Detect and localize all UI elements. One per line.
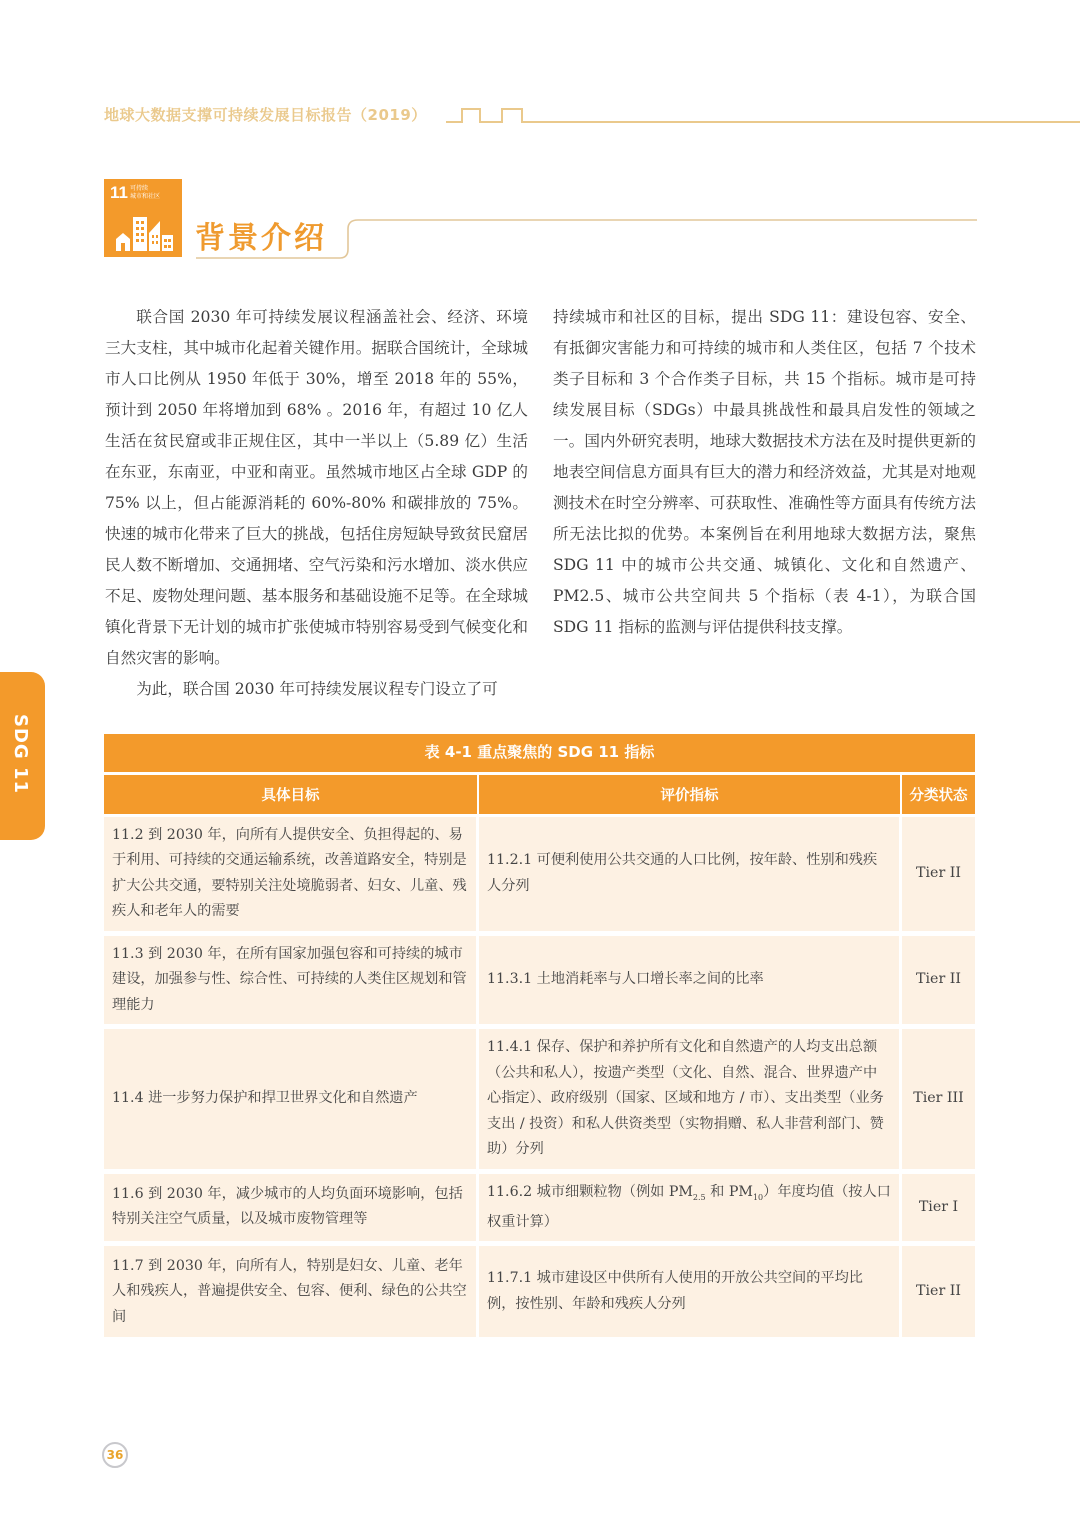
header-square-wave-decoration bbox=[444, 106, 1080, 126]
sdg11-badge bbox=[104, 179, 182, 257]
table-row bbox=[104, 931, 975, 1025]
chapter-side-tab bbox=[0, 672, 45, 840]
badge-number: 11 bbox=[110, 183, 128, 202]
body-column-left bbox=[105, 302, 528, 705]
city-buildings-icon bbox=[114, 215, 174, 251]
indicator-cell: 11.4.1 保存、保护和养护所有文化和自然遗产的人均支出总额（公共和私人），按遗产类型（文化、自然、混合、世界遗产中心指定）、政府级别（国家、区域和地方 / 市）、支出类型（业务支出 / 投资）和私人供资类型（实物捐赠、私人非营利部门、赞助）分列 bbox=[479, 1024, 902, 1169]
table-row bbox=[104, 1241, 975, 1337]
target-cell: 11.6 到 2030 年，减少城市的人均负面环境影响，包括特别关注空气质量，以及城市废物管理等 bbox=[104, 1169, 479, 1242]
section-title: 背景介绍 bbox=[195, 221, 327, 256]
tier-cell: Tier II bbox=[902, 931, 975, 1025]
tier-cell: Tier II bbox=[902, 1241, 975, 1337]
table-caption: 表 4-1 重点聚焦的 SDG 11 指标 bbox=[104, 729, 975, 775]
target-cell: 11.3 到 2030 年，在所有国家加强包容和可持续的城市建设，加强参与性、综合性、可持续的人类住区规划和管理能力 bbox=[104, 931, 479, 1025]
tier-cell: Tier I bbox=[902, 1169, 975, 1242]
page-number: 36 bbox=[102, 1442, 128, 1468]
tier-cell: Tier II bbox=[902, 814, 975, 931]
indicator-cell: 11.7.1 城市建设区中供所有人使用的开放公共空间的平均比例，按性别、年龄和残疾人分列 bbox=[479, 1241, 902, 1337]
body-column-right bbox=[553, 302, 976, 643]
column-header-tier: 分类状态 bbox=[902, 775, 975, 814]
target-cell: 11.7 到 2030 年，向所有人，特别是妇女、儿童、老年人和残疾人，普遍提供安全、包容、便利、绿色的公共空间 bbox=[104, 1241, 479, 1337]
table-row bbox=[104, 1024, 975, 1169]
column-header-target: 具体目标 bbox=[104, 775, 479, 814]
indicator-cell: 11.2.1 可便利使用公共交通的人口比例，按年龄、性别和残疾人分列 bbox=[479, 814, 902, 931]
report-title: 地球大数据支撑可持续发展目标报告（2019） bbox=[104, 106, 427, 124]
indicator-cell: 11.3.1 土地消耗率与人口增长率之间的比率 bbox=[479, 931, 902, 1025]
table-row bbox=[104, 1169, 975, 1242]
column-header-indicator: 评价指标 bbox=[479, 775, 902, 814]
running-header bbox=[104, 104, 1080, 128]
tier-cell: Tier III bbox=[902, 1024, 975, 1169]
target-cell: 11.2 到 2030 年，向所有人提供安全、负担得起的、易于利用、可持续的交通运输系统，改善道路安全，特别是扩大公共交通，要特别关注处境脆弱者、妇女、儿童、残疾人和老年人的需要 bbox=[104, 814, 479, 931]
body-paragraph: 联合国 2030 年可持续发展议程涵盖社会、经济、环境三大支柱，其中城市化起着关键作用。据联合国统计，全球城市人口比例从 1950 年低于 30%，增至 2018 年的 55%，预计到 2050 年将增加到 68% 。2016 年，有超过 10 亿人生活在贫民窟或非正规住区，其中一半以上（5.89 亿）生活在东亚，东南亚，中亚和南亚。虽然城市地区占全球 GDP 的 75% 以上，但占能源消耗的 60%-80% 和碳排放的 75%。快速的城市化带来了巨大的挑战，包括住房短缺导致贫民窟居民人数不断增加、交通拥堵、空气污染和污水增加、淡水供应不足、废物处理问题、基本服务和基础设施不足等。在全球城镇化背景下无计划的城市扩张使城市特别容易受到气候变化和自然灾害的影响。 bbox=[105, 308, 528, 667]
target-cell: 11.4 进一步努力保护和捍卫世界文化和自然遗产 bbox=[104, 1024, 479, 1169]
badge-label: 可持续 城市和社区 bbox=[130, 185, 161, 200]
indicator-cell: 11.6.2 城市细颗粒物（例如 $PM_{2.5}$ 和 $PM_{10}$）年度均值（按人口权重计算） bbox=[479, 1169, 902, 1242]
table-row bbox=[104, 814, 975, 931]
body-paragraph: 持续城市和社区的目标，提出 SDG 11：建设包容、安全、有抵御灾害能力和可持续的城市和人类住区，包括 7 个技术类子目标和 3 个合作类子目标，共 15 个指标。城市是可持续发展目标（SDGs）中最具挑战性和最具启发性的领域之一。国内外研究表明，地球大数据技术方法在及时提供更新的地表空间信息方面具有巨大的潜力和经济效益，尤其是对地观测技术在时空分辨率、可获取性、准确性等方面具有传统方法所无法比拟的优势。本案例旨在利用地球大数据方法，聚焦 SDG 11 中的城市公共交通、城镇化、文化和自然遗产、PM2.5、城市公共空间共 5 个指标（表 4-1），为联合国 SDG 11 指标的监测与评估提供科技支撑。 bbox=[553, 308, 976, 636]
body-paragraph: 为此，联合国 2030 年可持续发展议程专门设立了可 bbox=[136, 680, 498, 698]
side-tab-label: SDG 11 bbox=[10, 714, 31, 794]
sdg11-indicator-table bbox=[104, 729, 975, 1337]
